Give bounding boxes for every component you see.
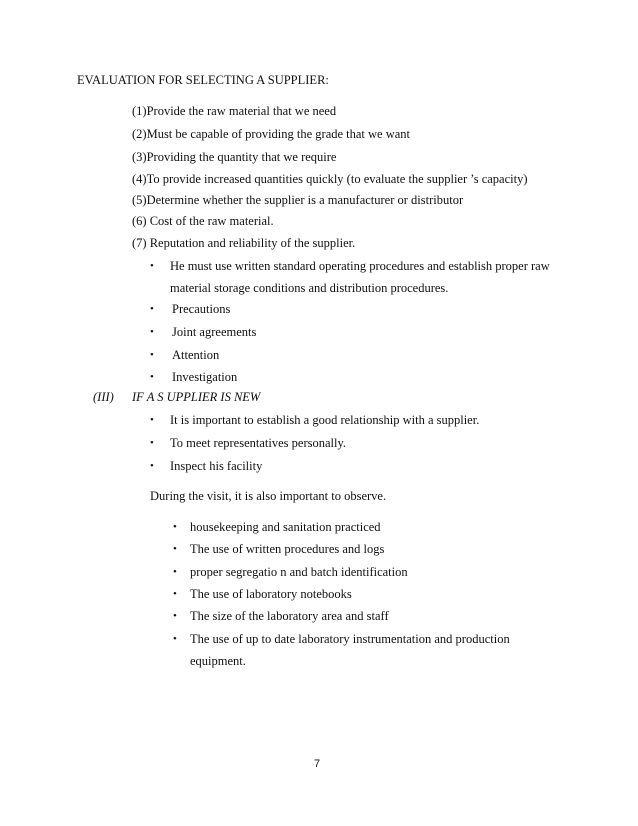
bullet-icon: •	[173, 610, 177, 622]
criterion-item: (1)Provide the raw material that we need	[132, 104, 337, 118]
section-heading: EVALUATION FOR SELECTING A SUPPLIER:	[77, 73, 329, 87]
bullet-icon: •	[173, 543, 177, 555]
criterion-item: (7) Reputation and reliability of the supplier.	[132, 236, 356, 250]
bullet-icon: •	[150, 326, 154, 338]
list-item: Precautions	[172, 302, 231, 316]
list-item-continuation: material storage conditions and distribution procedures.	[170, 281, 449, 295]
criterion-item: (6) Cost of the raw material.	[132, 214, 274, 228]
list-item: To meet representatives personally.	[170, 436, 347, 450]
criterion-item: (2)Must be capable of providing the grade that we want	[132, 127, 411, 141]
criterion-item: (3)Providing the quantity that we require	[132, 150, 337, 164]
list-item: The size of the laboratory area and staff	[190, 609, 389, 623]
list-item: Investigation	[172, 370, 238, 384]
bullet-icon: •	[173, 521, 177, 533]
bullet-icon: •	[150, 460, 154, 472]
bullet-icon: •	[173, 588, 177, 600]
list-item: The use of up to date laboratory instrumentation and production	[190, 632, 510, 646]
list-item-continuation: equipment.	[190, 654, 246, 668]
list-item: It is important to establish a good relationship with a supplier.	[170, 413, 480, 427]
bullet-icon: •	[150, 414, 154, 426]
section-numeral: (III)	[93, 390, 114, 404]
list-item: Attention	[172, 348, 220, 362]
criterion-item: (4)To provide increased quantities quickly (to evaluate the supplier ’s capacity)	[132, 172, 528, 186]
list-item: Inspect his facility	[170, 459, 263, 473]
visit-intro-paragraph: During the visit, it is also important to observe.	[150, 489, 387, 503]
list-item: The use of laboratory notebooks	[190, 587, 352, 601]
list-item: Joint agreements	[172, 325, 257, 339]
bullet-icon: •	[173, 566, 177, 578]
section-title: IF A S UPPLIER IS NEW	[132, 390, 261, 404]
bullet-icon: •	[150, 437, 154, 449]
list-item: The use of written procedures and logs	[190, 542, 385, 556]
bullet-icon: •	[150, 260, 154, 272]
bullet-icon: •	[150, 303, 154, 315]
list-item: He must use written standard operating procedures and establish proper raw	[170, 259, 550, 273]
list-item: housekeeping and sanitation practiced	[190, 520, 381, 534]
page-number: 7	[314, 758, 321, 770]
criterion-item: (5)Determine whether the supplier is a manufacturer or distributor	[132, 193, 464, 207]
list-item: proper segregatio n and batch identification	[190, 565, 408, 579]
bullet-icon: •	[173, 633, 177, 645]
bullet-icon: •	[150, 371, 154, 383]
bullet-icon: •	[150, 349, 154, 361]
